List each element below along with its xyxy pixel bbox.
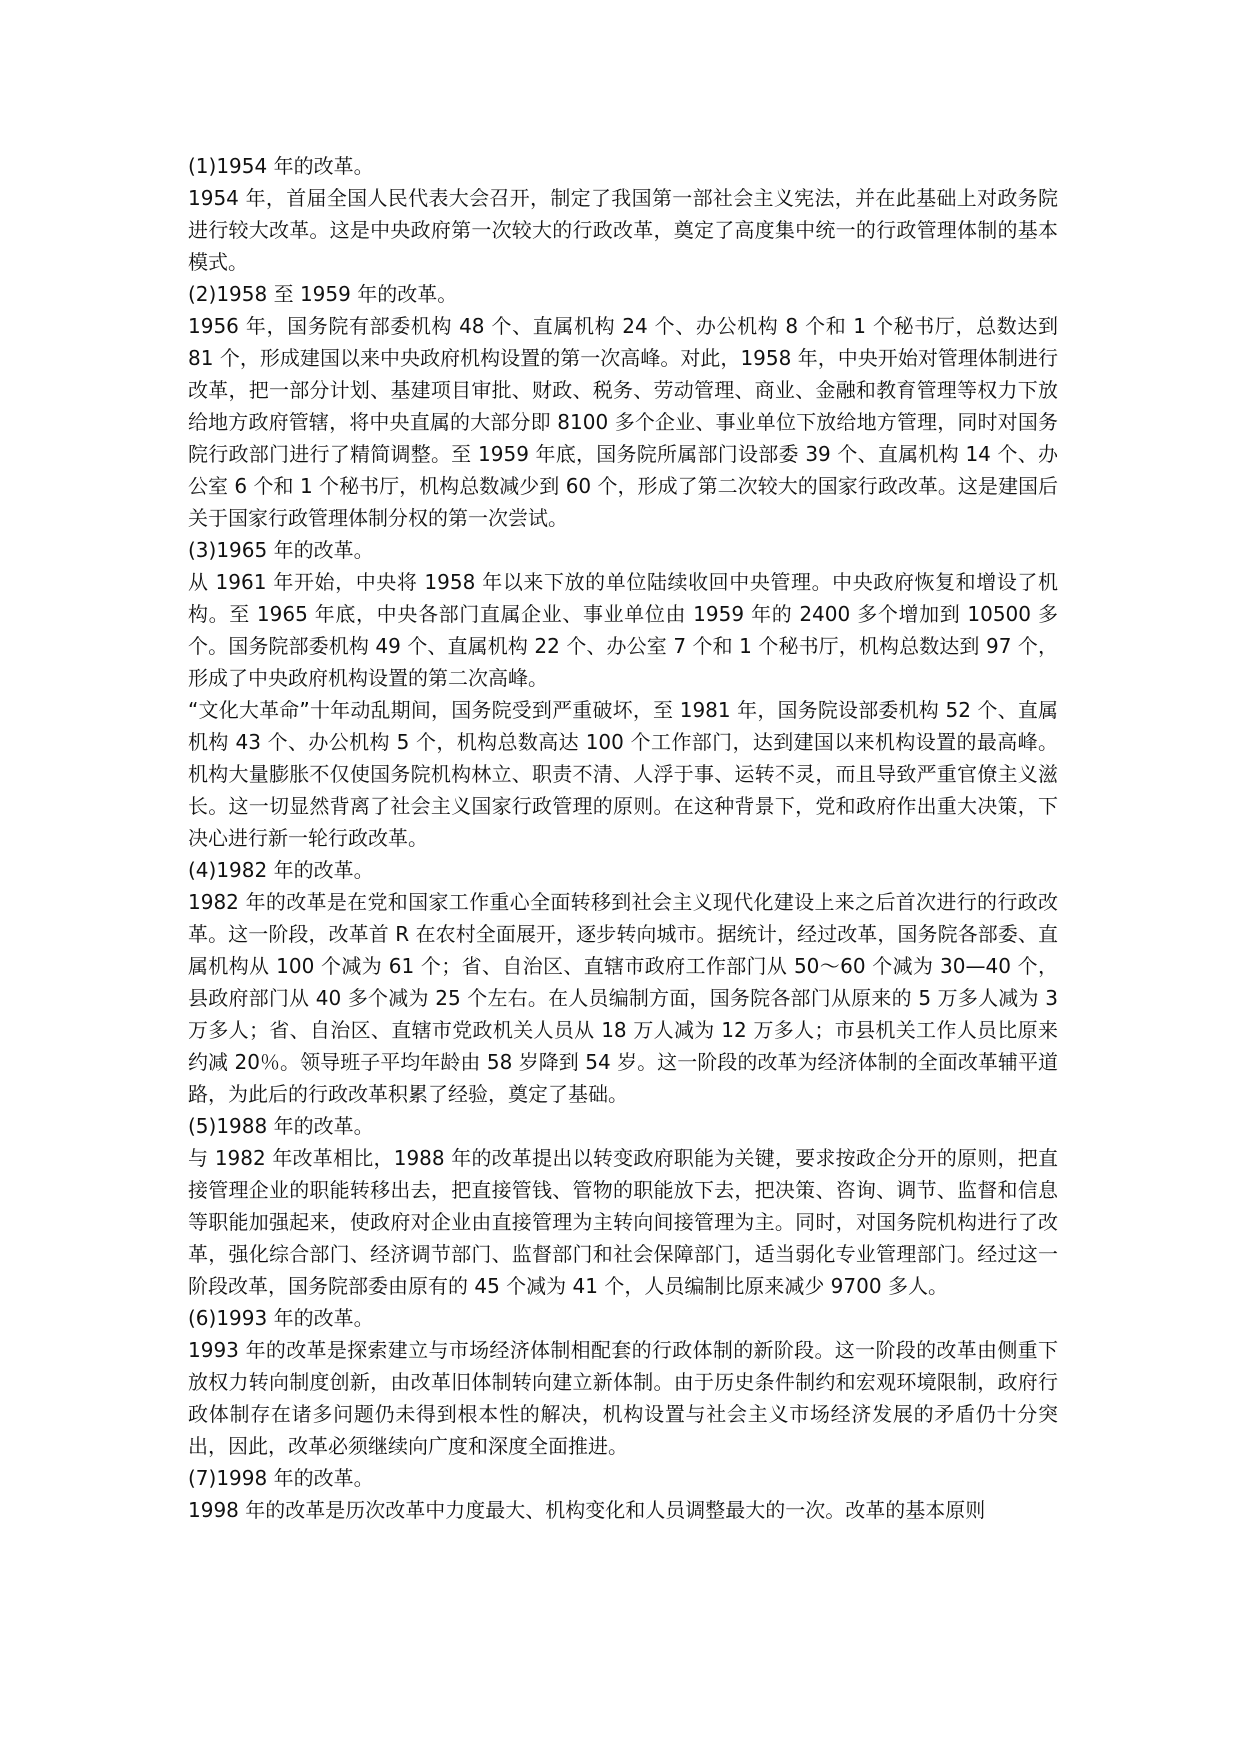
section-heading: (3)1965 年的改革。	[188, 538, 374, 562]
section-heading: (6)1993 年的改革。	[188, 1306, 374, 1330]
section-1988	[188, 1110, 1058, 1302]
section-paragraph: 从 1961 年开始，中央将 1958 年以来下放的单位陆续收回中央管理。中央政府恢复和增设了机构。至 1965 年底，中央各部门直属企业、事业单位由 1959 年的 2400 多个增加到 10500 多个。国务院部委机构 49 个、直属机构 22 个、办公室 7 个和 1 个秘书厅，机构总数达到 97 个，形成了中央政府机构设置的第二次高峰。	[188, 570, 1058, 690]
section-heading: (2)1958 至 1959 年的改革。	[188, 282, 458, 306]
section-paragraph: 1993 年的改革是探索建立与市场经济体制相配套的行政体制的新阶段。这一阶段的改革由侧重下放权力转向制度创新，由改革旧体制转向建立新体制。由于历史条件制约和宏观环境限制，政府行政体制存在诸多问题仍未得到根本性的解决，机构设置与社会主义市场经济发展的矛盾仍十分突出，因此，改革必须继续向广度和深度全面推进。	[188, 1338, 1058, 1458]
section-paragraph: 1954 年，首届全国人民代表大会召开，制定了我国第一部社会主义宪法，并在此基础上对政务院进行较大改革。这是中央政府第一次较大的行政改革，奠定了高度集中统一的行政管理体制的基本模式。	[188, 186, 1058, 274]
section-paragraph: 1982 年的改革是在党和国家工作重心全面转移到社会主义现代化建设上来之后首次进行的行政改革。这一阶段，改革首 R 在农村全面展开，逐步转向城市。据统计，经过改革，国务院各部委、直属机构从 100 个减为 61 个；省、自治区、直辖市政府工作部门从 50～60 个减为 30—40 个，县政府部门从 40 多个减为 25 个左右。在人员编制方面，国务院各部门从原来的 5 万多人减为 3 万多人；省、自治区、直辖市党政机关人员从 18 万人减为 12 万多人；市县机关工作人员比原来约减 20％。领导班子平均年龄由 58 岁降到 54 岁。这一阶段的改革为经济体制的全面改革辅平道路，为此后的行政改革积累了经验，奠定了基础。	[188, 890, 1058, 1106]
section-heading: (4)1982 年的改革。	[188, 858, 374, 882]
section-paragraph: “文化大革命”十年动乱期间，国务院受到严重破坏，至 1981 年，国务院设部委机构 52 个、直属机构 43 个、办公机构 5 个，机构总数高达 100 个工作部门，达到建国以来机构设置的最高峰。机构大量膨胀不仅使国务院机构林立、职责不清、人浮于事、运转不灵，而且导致严重官僚主义滋长。这一切显然背离了社会主义国家行政管理的原则。在这种背景下，党和政府作出重大决策，下决心进行新一轮行政改革。	[188, 698, 1058, 850]
section-1993	[188, 1302, 1058, 1462]
section-heading: (7)1998 年的改革。	[188, 1466, 374, 1490]
section-heading: (5)1988 年的改革。	[188, 1114, 374, 1138]
section-1958-1959	[188, 278, 1058, 534]
document-page	[188, 150, 1058, 1526]
section-1954	[188, 150, 1058, 278]
section-1998	[188, 1462, 1058, 1526]
section-1982	[188, 854, 1058, 1110]
section-paragraph: 1998 年的改革是历次改革中力度最大、机构变化和人员调整最大的一次。改革的基本原则	[188, 1498, 986, 1522]
section-paragraph: 1956 年，国务院有部委机构 48 个、直属机构 24 个、办公机构 8 个和 1 个秘书厅，总数达到 81 个，形成建国以来中央政府机构设置的第一次高峰。对此，1958 年，中央开始对管理体制进行改革，把一部分计划、基建项目审批、财政、税务、劳动管理、商业、金融和教育管理等权力下放给地方政府管辖，将中央直属的大部分即 8100 多个企业、事业单位下放给地方管理，同时对国务院行政部门进行了精简调整。至 1959 年底，国务院所属部门设部委 39 个、直属机构 14 个、办公室 6 个和 1 个秘书厅，机构总数减少到 60 个，形成了第二次较大的国家行政改革。这是建国后关于国家行政管理体制分权的第一次尝试。	[188, 314, 1058, 530]
section-heading: (1)1954 年的改革。	[188, 154, 374, 178]
section-paragraph: 与 1982 年改革相比，1988 年的改革提出以转变政府职能为关键，要求按政企分开的原则，把直接管理企业的职能转移出去，把直接管钱、管物的职能放下去，把决策、咨询、调节、监督和信息等职能加强起来，使政府对企业由直接管理为主转向间接管理为主。同时，对国务院机构进行了改革，强化综合部门、经济调节部门、监督部门和社会保障部门，适当弱化专业管理部门。经过这一阶段改革，国务院部委由原有的 45 个减为 41 个，人员编制比原来减少 9700 多人。	[188, 1146, 1058, 1298]
section-1965	[188, 534, 1058, 854]
